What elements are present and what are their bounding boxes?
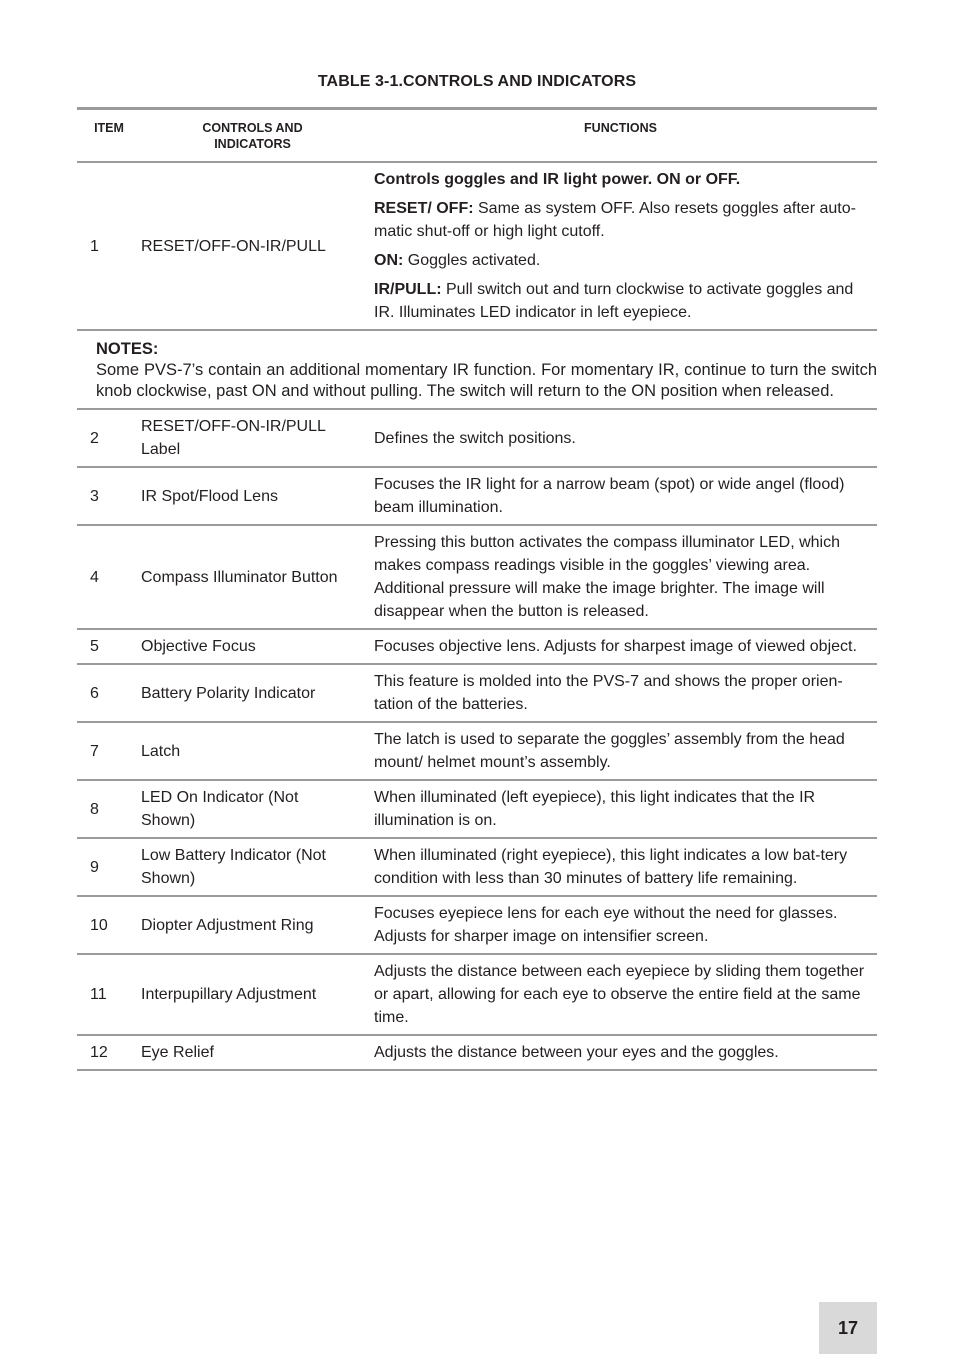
row-item-number: 6 bbox=[77, 664, 141, 722]
row-item-number: 4 bbox=[77, 525, 141, 629]
row-control-name: Compass Illuminator Button bbox=[141, 525, 364, 629]
row-function: Pressing this button activates the compass illuminator LED, which makes compass readings visible in the goggles’ viewing area. Additional pressure will make the image brighter. The image will disappear when the button is released. bbox=[364, 525, 877, 629]
header-controls-line1: CONTROLS AND bbox=[202, 121, 303, 135]
table-row bbox=[77, 629, 877, 664]
row1-reset-label: RESET/ OFF: bbox=[374, 200, 474, 217]
controls-indicators-table bbox=[77, 107, 877, 1071]
row1-ir-text: Pull switch out and turn clockwise to activate goggles and IR. Illuminates LED indicator in left eyepiece. bbox=[374, 281, 854, 321]
table-row bbox=[77, 162, 877, 330]
row-control-name: LED On Indicator (Not Shown) bbox=[141, 780, 364, 838]
row-control-name: Latch bbox=[141, 722, 364, 780]
row-function: The latch is used to separate the goggles’ assembly from the head mount/ helmet mount’s assembly. bbox=[364, 722, 877, 780]
table-row bbox=[77, 467, 877, 525]
row-item-number: 12 bbox=[77, 1035, 141, 1070]
row-function: Adjusts the distance between your eyes and the goggles. bbox=[364, 1035, 877, 1070]
notes-cell bbox=[77, 330, 877, 409]
row-item-number: 9 bbox=[77, 838, 141, 896]
row-control-name: Objective Focus bbox=[141, 629, 364, 664]
page-number: 17 bbox=[819, 1302, 877, 1354]
row-control-name: Eye Relief bbox=[141, 1035, 364, 1070]
header-controls bbox=[141, 109, 364, 163]
row1-ir-label: IR/PULL: bbox=[374, 281, 442, 298]
row-control-name: Battery Polarity Indicator bbox=[141, 664, 364, 722]
notes-row bbox=[77, 330, 877, 409]
table-row bbox=[77, 1035, 877, 1070]
table-row bbox=[77, 954, 877, 1035]
row-item-number: 5 bbox=[77, 629, 141, 664]
row1-on-text: Goggles activated. bbox=[403, 252, 541, 269]
table-row bbox=[77, 525, 877, 629]
row-item-number: 8 bbox=[77, 780, 141, 838]
row-control-name: Low Battery Indicator (Not Shown) bbox=[141, 838, 364, 896]
table-title: TABLE 3-1.CONTROLS AND INDICATORS bbox=[317, 73, 637, 90]
row-item-number: 10 bbox=[77, 896, 141, 954]
table-body bbox=[77, 409, 877, 1070]
table-row bbox=[77, 896, 877, 954]
table-header-row bbox=[77, 109, 877, 163]
row-function: When illuminated (left eyepiece), this light indicates that the IR illumination is on. bbox=[364, 780, 877, 838]
row-function bbox=[364, 162, 877, 330]
notes-title: NOTES: bbox=[96, 340, 159, 358]
row-control-name: IR Spot/Flood Lens bbox=[141, 467, 364, 525]
row-control-name: RESET/OFF-ON-IR/PULL bbox=[141, 162, 364, 330]
row-function: Focuses the IR light for a narrow beam (spot) or wide angel (flood) beam illumination. bbox=[364, 467, 877, 525]
row1-lead: Controls goggles and IR light power. ON or OFF. bbox=[374, 171, 741, 188]
row1-on bbox=[374, 249, 877, 272]
row-function: When illuminated (right eyepiece), this light indicates a low bat-tery condition with less than 30 minutes of battery life remaining. bbox=[364, 838, 877, 896]
row-item-number: 11 bbox=[77, 954, 141, 1035]
header-controls-line2: INDICATORS bbox=[214, 137, 291, 151]
row-item-number: 7 bbox=[77, 722, 141, 780]
row1-reset bbox=[374, 197, 877, 243]
row1-ir bbox=[374, 278, 877, 324]
header-functions: FUNCTIONS bbox=[364, 109, 877, 163]
row-function: This feature is molded into the PVS-7 and shows the proper orien-tation of the batteries. bbox=[364, 664, 877, 722]
row-function: Focuses objective lens. Adjusts for sharpest image of viewed object. bbox=[364, 629, 877, 664]
row1-reset-text: Same as system OFF. Also resets goggles after auto-matic shut-off or high light cutoff. bbox=[374, 200, 856, 240]
row-function: Focuses eyepiece lens for each eye without the need for glasses. Adjusts for sharper image on intensifier screen. bbox=[364, 896, 877, 954]
row-item-number: 1 bbox=[77, 162, 141, 330]
row-function: Adjusts the distance between each eyepiece by sliding them together or apart, allowing for each eye to observe the entire field at the same time. bbox=[364, 954, 877, 1035]
header-item: ITEM bbox=[77, 109, 141, 163]
table-row bbox=[77, 838, 877, 896]
row-item-number: 2 bbox=[77, 409, 141, 467]
table-row bbox=[77, 664, 877, 722]
notes-text: Some PVS-7’s contain an additional momentary IR function. For momentary IR, continue to turn the switch knob clockwise, past ON and without pulling. The switch will return to the ON position when released. bbox=[96, 361, 877, 400]
row-control-name: Interpupillary Adjustment bbox=[141, 954, 364, 1035]
table-row bbox=[77, 780, 877, 838]
table-row bbox=[77, 722, 877, 780]
table-row bbox=[77, 409, 877, 467]
row1-on-label: ON: bbox=[374, 252, 404, 269]
row-control-name: Diopter Adjustment Ring bbox=[141, 896, 364, 954]
row-function: Defines the switch positions. bbox=[364, 409, 877, 467]
row-control-name: RESET/OFF-ON-IR/PULL Label bbox=[141, 409, 364, 467]
row-item-number: 3 bbox=[77, 467, 141, 525]
